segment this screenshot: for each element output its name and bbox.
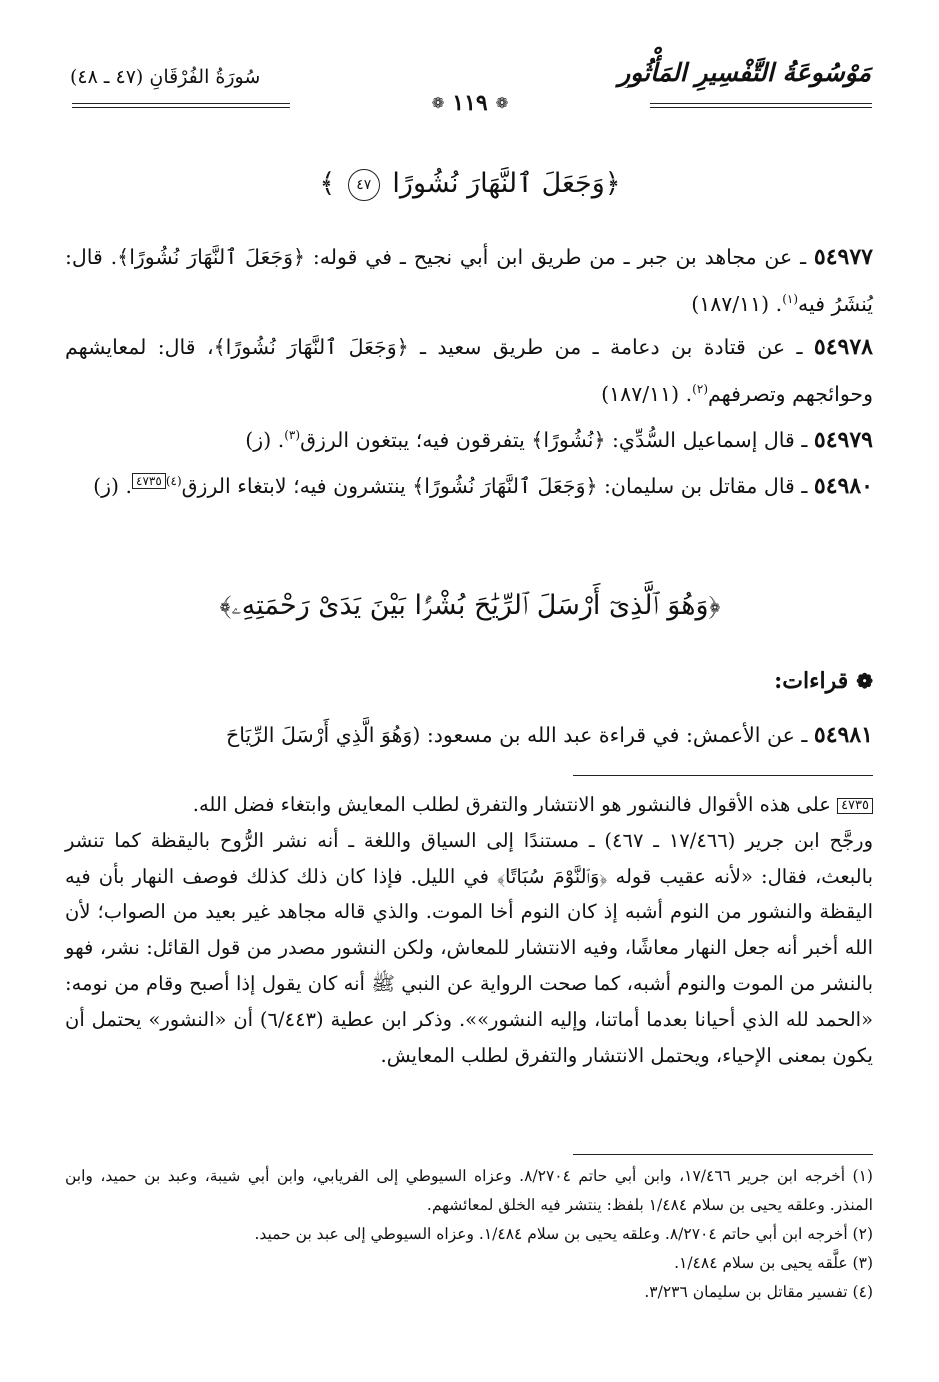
entry-number: ٥٤٩٧٨ xyxy=(813,334,873,360)
page-number-block xyxy=(290,88,650,118)
ornament-icon: ❁ xyxy=(431,94,445,112)
page-number: ١١٩ xyxy=(452,90,488,116)
commentary-separator xyxy=(573,775,873,776)
footnote-ref[interactable]: (٣) xyxy=(284,428,301,442)
footnote-1: (١) أخرجه ابن جرير ١٧/٤٦٦، وابن أبي حاتم ٨/٢٧٠٤. وعزاه السيوطي إلى الفريابي، وابن أبي شيبة، وعبد بن حميد، وابن المنذر. وعلقه يحيى بن سلام ١/٤٨٤ بلفظ: ينتشر فيه الخلق لمعائشهم. xyxy=(65,1167,873,1214)
entry-source: . (١٨٧/١١) xyxy=(691,291,783,316)
entry-text: ـ قال إسماعيل السُّدِّي: ﴿نُشُورًا﴾ يتفرقون فيه؛ يبتغون الرزق xyxy=(300,427,814,452)
readings-heading-label: قراءات: xyxy=(774,668,849,694)
surah-reference: سُورَةُ الفُرْقَانِ (٤٧ ـ ٤٨) xyxy=(70,66,261,88)
entry-number: ٥٤٩٧٧ xyxy=(813,244,873,270)
narration-entry xyxy=(65,460,873,507)
book-title: مَوْسُوعَةُ التَّفْسِيرِ المَأْثُورِ xyxy=(618,58,871,87)
ornament-icon: ❁ xyxy=(495,94,509,112)
footnote-ref[interactable]: (٤) xyxy=(165,474,182,488)
footnotes xyxy=(65,1162,873,1307)
narration-entry xyxy=(65,414,873,461)
ayah-heading-48: ﴿وَهُوَ ٱلَّذِىٓ أَرْسَلَ ٱلرِّيَٰحَ بُشْرًۢا بَيْنَ يَدَىْ رَحْمَتِهِۦ﴾ xyxy=(219,590,721,621)
entry-text: ـ عن قتادة بن دعامة ـ من طريق سعيد ـ ﴿وَجَعَلَ ٱلنَّهَارَ نُشُورًا﴾، قال: لمعايشهم وحوائجهم وتصرفهم xyxy=(65,335,873,406)
entry-source: . (١٨٧/١١) xyxy=(601,381,693,406)
narration-entry xyxy=(65,326,873,415)
entry-number: ٥٤٩٨٠ xyxy=(813,472,873,499)
narration-entry xyxy=(65,236,873,325)
entry-text: ـ عن مجاهد بن جبر ـ من طريق ابن أبي نجيح ـ في قوله: ﴿وَجَعَلَ ٱلنَّهَارَ نُشُورًا﴾. قال: يُنشَرُ فيه xyxy=(65,245,873,316)
entry-number: ٥٤٩٨١ xyxy=(813,722,873,748)
commentary-line: ٤٧٣٥ على هذه الأقوال فالنشور هو الانتشار والتفرق لطلب المعايش وابتغاء فضل الله. xyxy=(65,787,873,823)
footnote-3: (٣) علَّقه يحيى بن سلام ١/٤٨٤. xyxy=(674,1254,873,1272)
commentary-block xyxy=(65,787,873,1073)
entry-source: . (ز) xyxy=(245,427,285,452)
entry-number: ٥٤٩٧٩ xyxy=(813,426,873,453)
entry-text: ـ عن الأعمش: في قراءة عبد الله بن مسعود: (وَهُوَ الَّذِي أَرْسَلَ الرِّيَاحَ xyxy=(225,723,814,747)
footnote-2: (٢) أخرجه ابن أبي حاتم ٨/٢٧٠٤. وعلقه يحيى بن سلام ١/٤٨٤. وعزاه السيوطي إلى عبد بن حميد. xyxy=(254,1225,873,1243)
entry-source: . (ز) xyxy=(93,473,133,498)
footnotes-separator xyxy=(573,1154,873,1155)
commentary-number-box: ٤٧٣٥ xyxy=(837,798,873,814)
ayah-close-bracket: ﴾ xyxy=(319,168,336,199)
footnote-ref[interactable]: (١) xyxy=(782,292,799,306)
commentary-ref-box[interactable]: ٤٧٣٥ xyxy=(132,473,166,489)
footnote-ref[interactable]: (٢) xyxy=(692,382,708,396)
readings-heading xyxy=(774,668,873,694)
ayah-number-marker: ٤٧ xyxy=(348,169,380,201)
footnote-4: (٤) تفسير مقاتل بن سليمان ٣/٢٣٦. xyxy=(644,1283,873,1301)
ayah-heading-47 xyxy=(60,168,880,201)
entry-text: ـ قال مقاتل بن سليمان: ﴿وَجَعَلَ ٱلنَّهَارَ نُشُورًا﴾ ينتشرون فيه؛ لابتغاء الرزق xyxy=(181,473,814,498)
commentary-paragraph: ورجَّح ابن جرير (١٧/٤٦٦ ـ ٤٦٧) ـ مستندًا إلى السياق واللغة ـ أنه نشر الرُّوح باليقظة كما تنشر بالبعث، فقال: «لأنه عقيب قوله ﴿وَٱلنَّوْمَ سُبَاتًا﴾ في الليل. فإذا كان ذلك كذلك فوصف النهار بأن فيه اليقظة والنشور من النوم أشبه إذ كان النوم أخا الموت. والذي قاله مجاهد غير بعيد من الصواب؛ لأن الله أخبر أنه جعل النهار معاشًا، وفيه الانتشار للمعاش، ولكن النشور مصدر من قول القائل: نشر، فهو بالنشر من الموت والنوم أشبه، كما صحت الرواية عن النبي ﷺ أنه كان يقول إذا أصبح وقام من نومه: «الحمد لله الذي أحيانا بعدما أماتنا، وإليه النشور»». وذكر ابن عطية (٦/٤٤٣) أن «النشور» يحتمل أن يكون بمعنى الإحياء، ويحتمل الانتشار والتفرق لطلب المعايش. xyxy=(65,828,873,1067)
flower-ornament-icon: ❁ xyxy=(856,669,873,693)
ayah-text: ﴿وَجَعَلَ ٱلنَّهَارَ نُشُورًا xyxy=(392,168,621,199)
reading-entry xyxy=(65,714,873,756)
